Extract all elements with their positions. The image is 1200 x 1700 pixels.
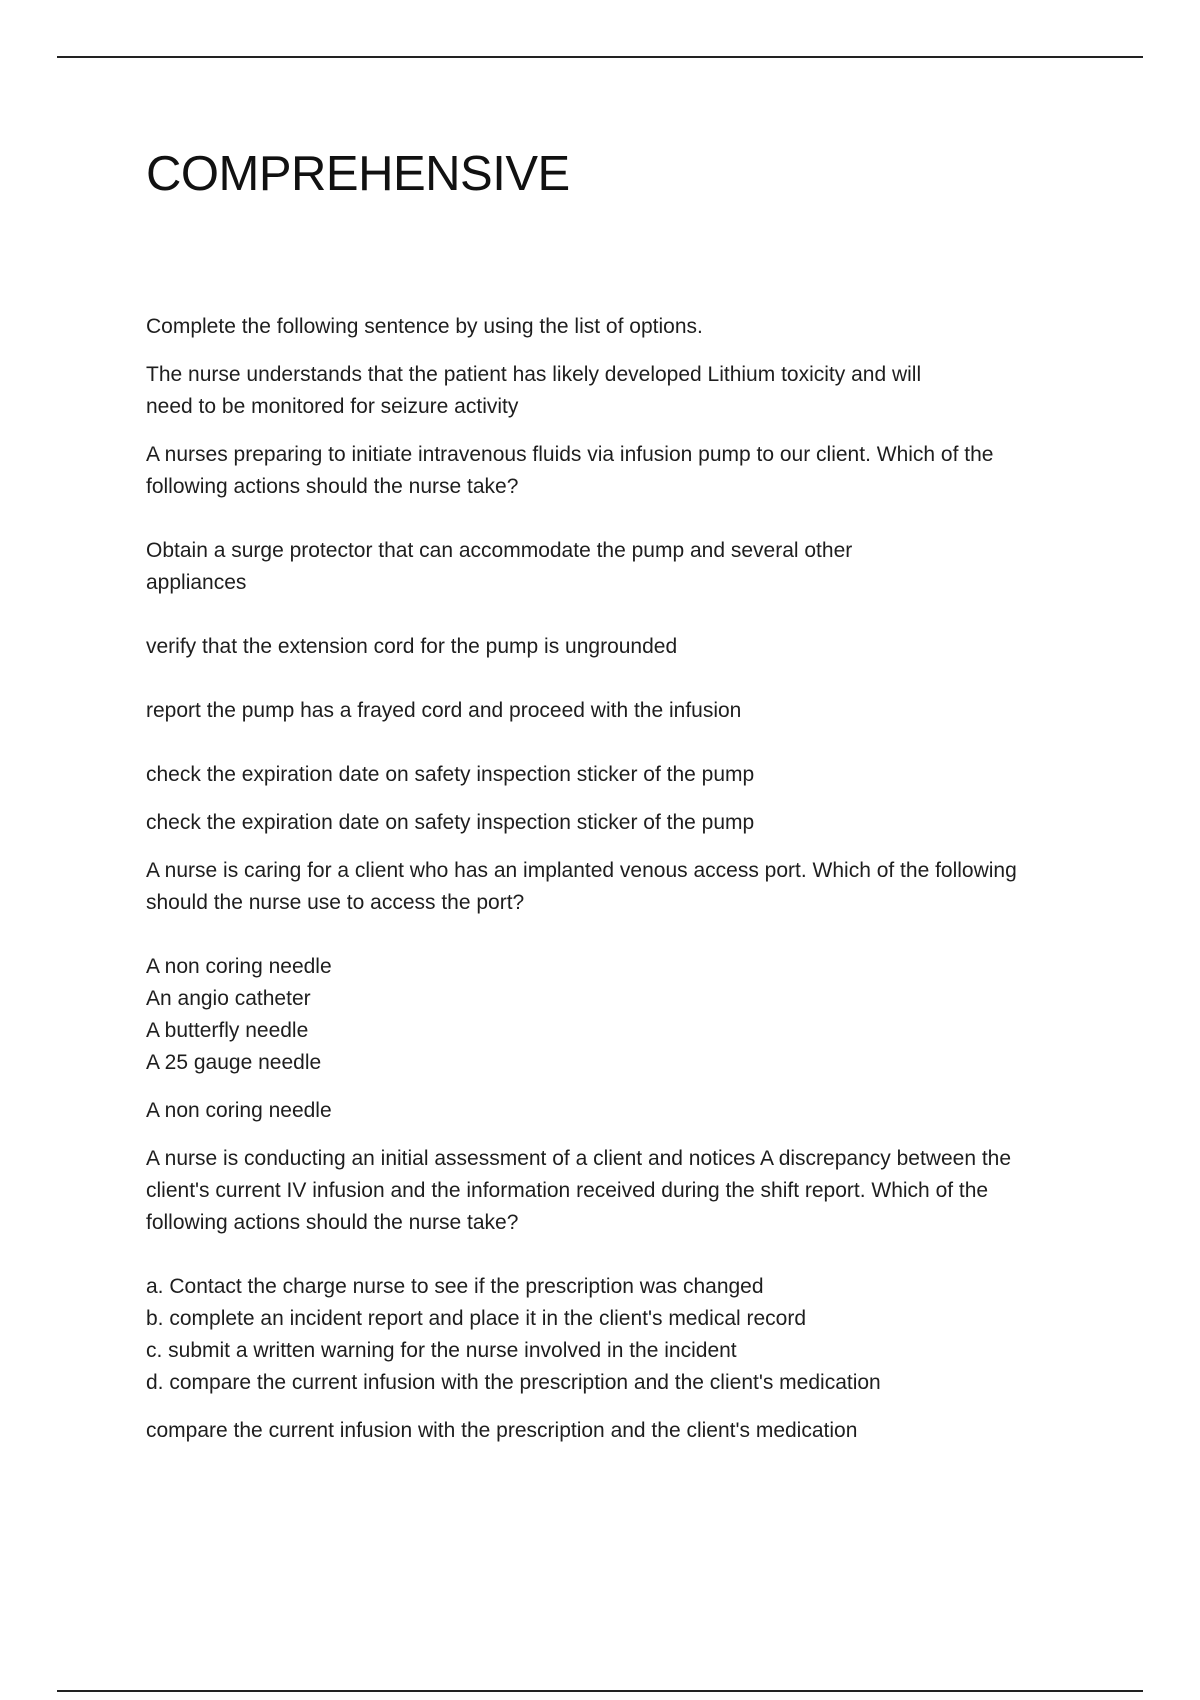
q2-question-line-1: A nurses preparing to initiate intravenous fluids via infusion pump to our client. Which of the	[146, 443, 994, 466]
top-rule	[57, 56, 1143, 58]
q3-answer: A non coring needle	[146, 1099, 332, 1122]
q2-option-d: check the expiration date on safety inspection sticker of the pump	[146, 763, 755, 786]
q1-prompt: Complete the following sentence by using the list of options.	[146, 315, 703, 338]
document-title: COMPREHENSIVE	[146, 147, 570, 201]
q3-option-1: A non coring needle	[146, 955, 332, 978]
q4-question-line-1: A nurse is conducting an initial assessment of a client and notices A discrepancy between the	[146, 1147, 1012, 1170]
q2-answer: check the expiration date on safety inspection sticker of the pump	[146, 811, 755, 834]
q2-question-line-2: following actions should the nurse take?	[146, 475, 519, 498]
q2-option-a-line-1: Obtain a surge protector that can accommodate the pump and several other	[146, 539, 853, 562]
bottom-rule	[57, 1690, 1143, 1692]
q3-option-2: An angio catheter	[146, 987, 311, 1010]
q4-option-d: d. compare the current infusion with the prescription and the client's medication	[146, 1371, 881, 1394]
q2-option-a-line-2: appliances	[146, 571, 247, 594]
q4-answer: compare the current infusion with the prescription and the client's medication	[146, 1419, 858, 1442]
q1-answer-line-2: need to be monitored for seizure activity	[146, 395, 519, 418]
q4-question-line-2: client's current IV infusion and the information received during the shift report. Which of the	[146, 1179, 989, 1202]
q1-answer-line-1: The nurse understands that the patient has likely developed Lithium toxicity and will	[146, 363, 922, 386]
q3-option-4: A 25 gauge needle	[146, 1051, 322, 1074]
q3-question-line-2: should the nurse use to access the port?	[146, 891, 525, 914]
q3-question-line-1: A nurse is caring for a client who has an implanted venous access port. Which of the following	[146, 859, 1017, 882]
q2-option-c: report the pump has a frayed cord and proceed with the infusion	[146, 699, 742, 722]
q4-option-b: b. complete an incident report and place it in the client's medical record	[146, 1307, 807, 1330]
q4-option-c: c. submit a written warning for the nurse involved in the incident	[146, 1339, 737, 1362]
q4-option-a: a. Contact the charge nurse to see if the prescription was changed	[146, 1275, 764, 1298]
q4-question-line-3: following actions should the nurse take?	[146, 1211, 519, 1234]
q3-option-3: A butterfly needle	[146, 1019, 309, 1042]
q2-option-b: verify that the extension cord for the pump is ungrounded	[146, 635, 678, 658]
